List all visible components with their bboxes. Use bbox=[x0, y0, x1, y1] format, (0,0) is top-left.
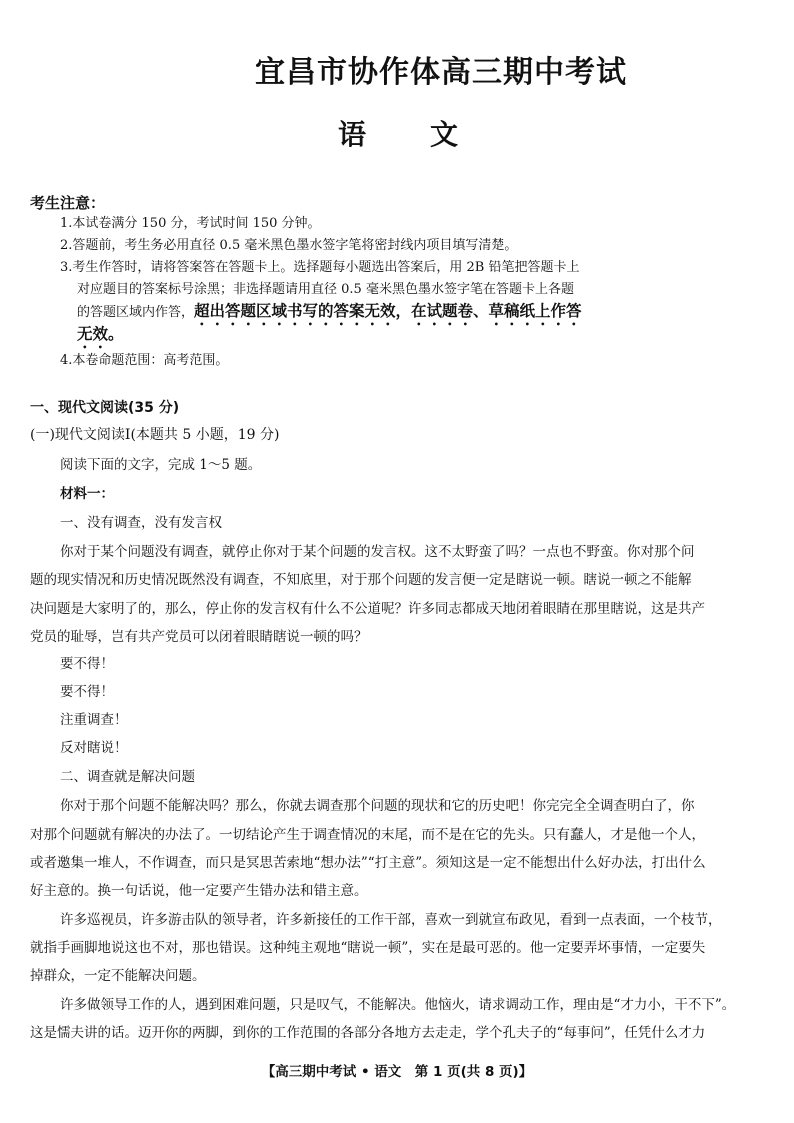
subject-title: 语文 bbox=[338, 118, 523, 151]
paragraph-line: 许多做领导工作的人，遇到困难问题，只是叹气，不能解决。他恼火，请求调动工作，理由是“才力小，干不下”。 bbox=[60, 997, 736, 1013]
short-line: 反对瞎说！ bbox=[60, 740, 128, 756]
short-line: 注重调查！ bbox=[60, 712, 128, 728]
notice-heading: 考生注意： bbox=[30, 194, 106, 212]
notice-item-3-line-3 bbox=[77, 299, 582, 329]
reading-instruction: 阅读下面的文字，完成 1～5 题。 bbox=[60, 457, 262, 473]
notice-item-3-line-3-plain: 的答题区域内作答， bbox=[77, 305, 195, 320]
part-heading-2: 二、调查就是解决问题 bbox=[60, 769, 195, 785]
paragraph-line: 好主意的。换一句话说，他一定要产生错办法和错主意。 bbox=[30, 883, 368, 899]
notice-item-4: 4.本卷命题范围：高考范围。 bbox=[60, 353, 229, 368]
notice-item-2: 2.答题前，考生务必用直径 0.5 毫米黑色墨水签字笔将密封线内项目填写清楚。 bbox=[60, 238, 518, 253]
short-line: 要不得！ bbox=[60, 656, 114, 672]
paragraph-line: 党员的耻辱，岂有共产党员可以闭着眼睛瞎说一顿的吗？ bbox=[30, 629, 368, 645]
paragraph-line: 你对于某个问题没有调查，就停止你对于某个问题的发言权。这不太野蛮了吗？一点也不野蛮。你对那个问 bbox=[60, 544, 695, 560]
page-footer: 【高三期中考试 • 语文 第 1 页(共 8 页)】 bbox=[261, 1064, 533, 1080]
paragraph-line: 这是懦夫讲的话。迈开你的两脚，到你的工作范围的各部分各地方去走走，学个孔夫子的“每事问”，任凭什么才力 bbox=[30, 1025, 706, 1041]
part-heading-1: 一、没有调查，没有发言权 bbox=[60, 515, 222, 531]
paragraph-line: 或者邀集一堆人，不作调查，而只是冥思苦索地“想办法”“打主意”。须知这是一定不能想出什么好办法，打出什么 bbox=[30, 855, 706, 871]
material-label: 材料一： bbox=[60, 486, 114, 502]
notice-item-3-line-4 bbox=[77, 322, 124, 352]
paragraph-line: 许多巡视员，许多游击队的领导者，许多新接任的工作干部，喜欢一到就宣布政见，看到一点表面，一个枝节， bbox=[60, 912, 722, 928]
section-heading: 一、现代文阅读(35 分) bbox=[30, 400, 180, 416]
exam-title: 宜昌市协作体高三期中考试 bbox=[255, 55, 627, 90]
paragraph-line: 题的现实情况和历史情况既然没有调查，不知底里，对于那个问题的发言便一定是瞎说一顿。瞎说一顿之不能解 bbox=[30, 572, 692, 588]
paragraph-line: 决问题是大家明了的，那么，停止你的发言权有什么不公道呢？许多同志都成天地闭着眼睛在那里瞎说，这是共产 bbox=[30, 601, 705, 617]
notice-emphasis-text-end: 无效。 bbox=[77, 325, 124, 343]
subsection-heading: (一)现代文阅读Ⅰ(本题共 5 小题，19 分) bbox=[30, 427, 280, 443]
notice-item-1: 1.本试卷满分 150 分，考试时间 150 分钟。 bbox=[60, 216, 321, 231]
paragraph-line: 对那个问题就有解决的办法了。一切结论产生于调查情况的末尾，而不是在它的先头。只有蠢人，才是他一个人， bbox=[30, 827, 705, 843]
notice-item-3-line-1: 3.考生作答时，请将答案答在答题卡上。选择题每小题选出答案后，用 2B 铅笔把答题卡上 bbox=[60, 260, 580, 275]
notice-item-3-line-2: 对应题目的答案标号涂黑；非选择题请用直径 0.5 毫米黑色墨水签字笔在答题卡上各题 bbox=[77, 282, 574, 297]
paragraph-line: 掉群众，一定不能解决问题。 bbox=[30, 968, 206, 984]
paragraph-line: 你对于那个问题不能解决吗？那么，你就去调查那个问题的现状和它的历史吧！你完完全全调查明白了，你 bbox=[60, 798, 695, 814]
notice-emphasis-text: 超出答题区域书写的答案无效，在试题卷、草稿纸上作答 bbox=[194, 302, 582, 320]
short-line: 要不得！ bbox=[60, 684, 114, 700]
paragraph-line: 就指手画脚地说这也不对，那也错误。这种纯主观地“瞎说一顿”，实在是最可恶的。他一定要弄坏事情，一定要失 bbox=[30, 940, 706, 956]
